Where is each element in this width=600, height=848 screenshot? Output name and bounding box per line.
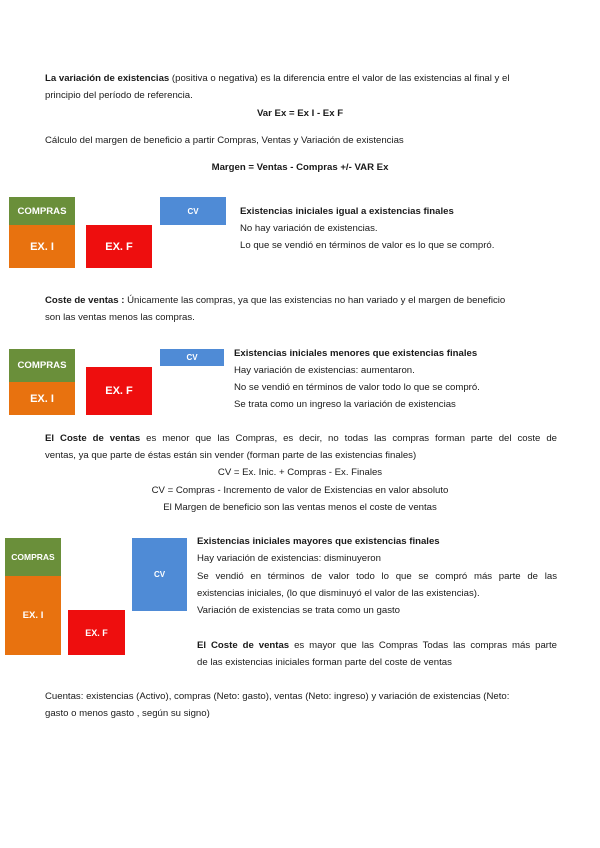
compras-label-3: COMPRAS: [11, 552, 55, 562]
ex-i-box-1: [9, 225, 75, 268]
coste1-bold: Coste de ventas :: [45, 295, 125, 306]
case3-line-2: Se vendió en términos de valor todo lo que se compró más parte de las: [197, 571, 557, 582]
ex-f-box-2: [86, 367, 152, 415]
compras-label-1: COMPRAS: [17, 205, 67, 217]
case2-line-3: Se trata como un ingreso la variación de existencias: [234, 399, 456, 410]
ex-f-label-1: EX. F: [105, 240, 133, 253]
margin-formula: Margen = Ventas - Compras +/- VAR Ex: [211, 162, 389, 173]
compras-box-1: [9, 197, 75, 225]
cuentas-line-2: gasto o menos gasto , según su signo): [45, 708, 210, 719]
ex-f-label-3: EX. F: [85, 627, 108, 638]
ex-i-label-1: EX. I: [30, 240, 54, 253]
ex-f-box-3: [68, 610, 125, 655]
case2-line-1: Hay variación de existencias: aumentaron.: [234, 365, 415, 376]
coste2-line-1: [45, 433, 557, 445]
case3-line-1: Hay variación de existencias: disminuyeron: [197, 553, 381, 564]
ex-f-box-1: [86, 225, 152, 268]
case3-coste-line-2: de las existencias iniciales forman parte del coste de ventas: [197, 657, 452, 668]
intro-bold: La variación de existencias: [45, 73, 170, 84]
intro-line-1: [45, 73, 510, 85]
cuentas-line-1: Cuentas: existencias (Activo), compras (Neto: gasto), ventas (Neto: ingreso) y variación de existencias (Neto:: [45, 691, 510, 702]
coste1-rest: Únicamente las compras, ya que las existencias no han variado y el margen de beneficio: [124, 295, 506, 306]
intro-rest: (positiva o negativa) es la diferencia entre el valor de las existencias al final y el: [169, 73, 510, 84]
coste1-line-1: [45, 295, 505, 307]
case3-coste-line-1: [197, 640, 557, 652]
case2-title: Existencias iniciales menores que existencias finales: [234, 348, 478, 359]
coste2-rest: es menor que las Compras, es decir, no todas las compras forman parte del coste de: [140, 433, 558, 444]
case3-title: Existencias iniciales mayores que existencias finales: [197, 536, 440, 547]
cv-label-3: CV: [153, 570, 166, 579]
cv-label-1: CV: [187, 206, 199, 216]
compras-box-2: [9, 349, 75, 382]
compras-box-3: [5, 538, 61, 576]
case1-line-1: No hay variación de existencias.: [240, 223, 378, 234]
ex-i-box-3: [5, 576, 61, 655]
var-ex-formula: Var Ex = Ex I - Ex F: [256, 108, 344, 119]
coste2-line-2: ventas, ya que parte de éstas están sin vender (forman parte de las existencias finales): [45, 450, 417, 461]
case3-line-4: Variación de existencias se trata como un gasto: [197, 605, 401, 616]
case2-line-2: No se vendió en términos de valor todo lo que se compró.: [234, 382, 480, 393]
compras-label-2: COMPRAS: [17, 360, 67, 371]
ex-i-box-2: [9, 382, 75, 415]
ex-f-label-2: EX. F: [105, 385, 133, 397]
case1-title: Existencias iniciales igual a existencias finales: [240, 206, 454, 217]
cv-formula-1: CV = Ex. Inic. + Compras - Ex. Finales: [217, 467, 383, 478]
margin-note: El Margen de beneficio son las ventas menos el coste de ventas: [163, 502, 437, 513]
intro-line-2: principio del período de referencia.: [45, 90, 193, 101]
cv-formula-2: CV = Compras - Incremento de valor de Existencias en valor absoluto: [151, 485, 449, 496]
case3-coste-rest: es mayor que las Compras Todas las compras más parte: [289, 640, 557, 651]
coste2-bold: El Coste de ventas: [45, 433, 141, 444]
cv-label-2: CV: [186, 353, 198, 362]
ex-i-label-3: EX. I: [22, 610, 44, 621]
case3-line-3: existencias iniciales, (lo que disminuyó el valor de las existencias).: [197, 588, 480, 599]
case1-line-2: Lo que se vendió en términos de valor es lo que se compró.: [240, 240, 495, 251]
ex-i-label-2: EX. I: [30, 392, 54, 405]
coste1-line-2: son las ventas menos las compras.: [45, 312, 195, 323]
cv-box-2: [160, 349, 224, 366]
cv-box-1: [160, 197, 226, 225]
case3-coste-bold: El Coste de ventas: [197, 640, 290, 651]
calc-text: Cálculo del margen de beneficio a partir Compras, Ventas y Variación de existencias: [45, 135, 404, 146]
cv-box-3: [132, 538, 187, 611]
